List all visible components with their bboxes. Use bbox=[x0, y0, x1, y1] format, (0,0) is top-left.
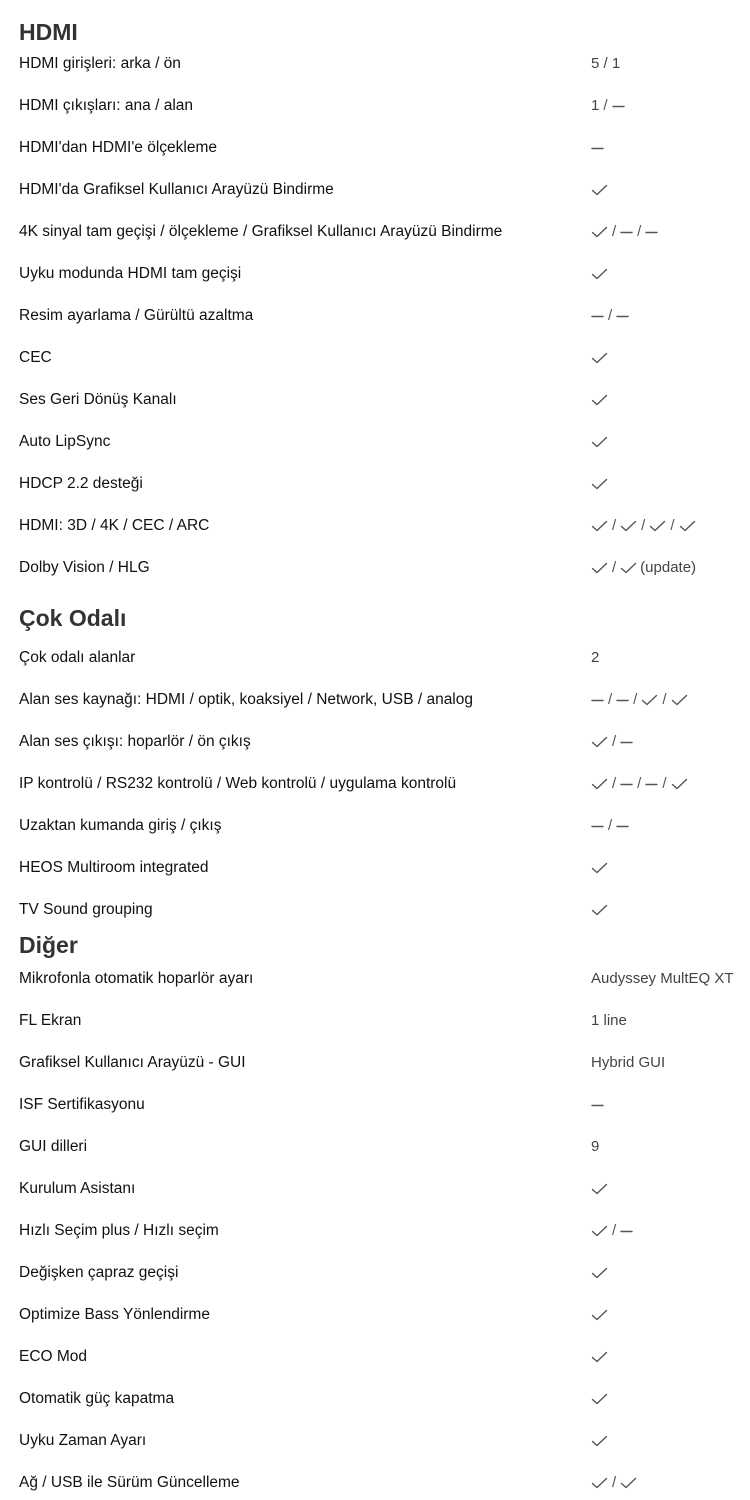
check-icon bbox=[591, 394, 608, 406]
value-text: 2 bbox=[591, 649, 600, 666]
spec-label: Mikrofonla otomatik hoparlör ayarı bbox=[19, 970, 254, 987]
spec-row bbox=[0, 305, 750, 329]
dash-icon bbox=[612, 100, 625, 112]
spec-row bbox=[0, 1220, 750, 1244]
value-separator: / bbox=[633, 691, 638, 708]
spec-row bbox=[0, 689, 750, 713]
spec-row bbox=[0, 968, 750, 992]
dash-icon bbox=[620, 736, 633, 748]
check-icon bbox=[679, 520, 696, 532]
check-icon bbox=[620, 562, 637, 574]
spec-row bbox=[0, 1388, 750, 1412]
spec-row bbox=[0, 1094, 750, 1118]
dash-icon bbox=[591, 310, 604, 322]
check-icon bbox=[591, 562, 608, 574]
spec-row bbox=[0, 1178, 750, 1202]
spec-value bbox=[591, 515, 696, 537]
value-separator: / bbox=[612, 517, 617, 534]
spec-row bbox=[0, 53, 750, 77]
check-icon bbox=[591, 478, 608, 490]
spec-row bbox=[0, 473, 750, 497]
spec-label: Alan ses çıkışı: hoparlör / ön çıkış bbox=[19, 733, 251, 750]
spec-label: Çok odalı alanlar bbox=[19, 649, 136, 666]
value-separator: / bbox=[641, 517, 646, 534]
check-icon bbox=[591, 268, 608, 280]
spec-row bbox=[0, 347, 750, 371]
spec-label: HEOS Multiroom integrated bbox=[19, 859, 209, 876]
spec-label: Alan ses kaynağı: HDMI / optik, koaksiyel / Network, USB / analog bbox=[19, 691, 473, 708]
spec-value bbox=[591, 137, 604, 159]
dash-icon bbox=[591, 1099, 604, 1111]
value-separator: / bbox=[608, 307, 613, 324]
check-icon bbox=[671, 694, 688, 706]
spec-row bbox=[0, 857, 750, 881]
check-icon bbox=[671, 778, 688, 790]
spec-value bbox=[591, 1052, 665, 1074]
spec-row bbox=[0, 1346, 750, 1370]
value-separator: / bbox=[608, 817, 613, 834]
value-separator: / bbox=[662, 775, 667, 792]
spec-label: HDMI'dan HDMI'e ölçekleme bbox=[19, 139, 218, 156]
spec-label: ISF Sertifikasyonu bbox=[19, 1096, 145, 1113]
spec-row bbox=[0, 647, 750, 671]
spec-row bbox=[0, 1472, 750, 1496]
dash-icon bbox=[620, 1225, 633, 1237]
check-icon bbox=[591, 1435, 608, 1447]
spec-value bbox=[591, 731, 633, 753]
check-icon bbox=[591, 1267, 608, 1279]
spec-value bbox=[591, 1094, 604, 1116]
spec-row bbox=[0, 557, 750, 581]
spec-row bbox=[0, 1262, 750, 1286]
spec-row bbox=[0, 263, 750, 287]
value-separator: / bbox=[603, 97, 608, 114]
value-separator: / bbox=[637, 223, 642, 240]
value-text: 1 bbox=[591, 97, 600, 114]
value-separator: / bbox=[612, 1474, 617, 1491]
spec-row bbox=[0, 815, 750, 839]
spec-value bbox=[591, 53, 620, 75]
spec-label: Hızlı Seçim plus / Hızlı seçim bbox=[19, 1222, 219, 1239]
value-text: Audyssey MultEQ XT bbox=[591, 970, 734, 987]
spec-row bbox=[0, 731, 750, 755]
check-icon bbox=[591, 862, 608, 874]
spec-value bbox=[591, 815, 629, 837]
spec-row bbox=[0, 899, 750, 923]
spec-row bbox=[0, 95, 750, 119]
spec-row bbox=[0, 431, 750, 455]
spec-value bbox=[591, 263, 608, 285]
check-icon bbox=[591, 1477, 608, 1489]
spec-value bbox=[591, 1304, 608, 1326]
check-icon bbox=[591, 352, 608, 364]
spec-value bbox=[591, 899, 608, 921]
value-separator: / bbox=[612, 559, 617, 576]
spec-value bbox=[591, 1010, 627, 1032]
section-title: HDMI bbox=[19, 19, 78, 45]
spec-value bbox=[591, 1220, 633, 1242]
spec-label: ECO Mod bbox=[19, 1348, 88, 1365]
check-icon bbox=[641, 694, 658, 706]
spec-row bbox=[0, 773, 750, 797]
dash-icon bbox=[620, 226, 633, 238]
spec-value bbox=[591, 305, 629, 327]
value-separator: / bbox=[612, 733, 617, 750]
value-separator: / bbox=[612, 1222, 617, 1239]
check-icon bbox=[591, 904, 608, 916]
spec-row bbox=[0, 389, 750, 413]
spec-label: Ses Geri Dönüş Kanalı bbox=[19, 391, 177, 408]
spec-value bbox=[591, 968, 734, 990]
section-title: Diğer bbox=[19, 932, 78, 958]
spec-row bbox=[0, 515, 750, 539]
spec-value bbox=[591, 857, 608, 879]
spec-value bbox=[591, 95, 625, 117]
spec-label: CEC bbox=[19, 349, 52, 366]
dash-icon bbox=[591, 820, 604, 832]
dash-icon bbox=[645, 226, 658, 238]
spec-label: Resim ayarlama / Gürültü azaltma bbox=[19, 307, 254, 324]
spec-row bbox=[0, 137, 750, 161]
dash-icon bbox=[591, 694, 604, 706]
check-icon bbox=[591, 736, 608, 748]
spec-label: FL Ekran bbox=[19, 1012, 82, 1029]
spec-label: 4K sinyal tam geçişi / ölçekleme / Grafiksel Kullanıcı Arayüzü Bindirme bbox=[19, 223, 503, 240]
value-separator: / bbox=[670, 517, 675, 534]
spec-value bbox=[591, 1472, 637, 1494]
check-icon bbox=[620, 520, 637, 532]
spec-row bbox=[0, 1052, 750, 1076]
spec-label: HDMI çıkışları: ana / alan bbox=[19, 97, 194, 114]
spec-value bbox=[591, 1262, 608, 1284]
section-title: Çok Odalı bbox=[19, 605, 127, 631]
spec-value bbox=[591, 431, 608, 453]
spec-value bbox=[591, 773, 688, 795]
dash-icon bbox=[616, 694, 629, 706]
spec-value bbox=[591, 347, 608, 369]
check-icon bbox=[649, 520, 666, 532]
spec-label: Uzaktan kumanda giriş / çıkış bbox=[19, 817, 222, 834]
spec-value bbox=[591, 689, 688, 711]
value-separator: / bbox=[662, 691, 667, 708]
value-separator: / bbox=[608, 691, 613, 708]
check-icon bbox=[591, 1393, 608, 1405]
spec-label: Uyku modunda HDMI tam geçişi bbox=[19, 265, 242, 282]
dash-icon bbox=[620, 778, 633, 790]
spec-label: IP kontrolü / RS232 kontrolü / Web kontrolü / uygulama kontrolü bbox=[19, 775, 457, 792]
spec-label: Kurulum Asistanı bbox=[19, 1180, 136, 1197]
value-text: (update) bbox=[640, 559, 697, 576]
spec-label: HDMI: 3D / 4K / CEC / ARC bbox=[19, 517, 210, 534]
spec-label: HDMI'da Grafiksel Kullanıcı Arayüzü Bindirme bbox=[19, 181, 334, 198]
spec-value bbox=[591, 473, 608, 495]
spec-row bbox=[0, 1010, 750, 1034]
dash-icon bbox=[616, 310, 629, 322]
spec-label: Auto LipSync bbox=[19, 433, 111, 450]
spec-value bbox=[591, 557, 696, 579]
dash-icon bbox=[645, 778, 658, 790]
check-icon bbox=[591, 520, 608, 532]
check-icon bbox=[591, 778, 608, 790]
spec-value bbox=[591, 1388, 608, 1410]
check-icon bbox=[591, 436, 608, 448]
value-separator: / bbox=[637, 775, 642, 792]
check-icon bbox=[591, 1225, 608, 1237]
value-separator: / bbox=[612, 775, 617, 792]
check-icon bbox=[620, 1477, 637, 1489]
spec-label: Ağ / USB ile Sürüm Güncelleme bbox=[19, 1474, 240, 1491]
spec-label: Uyku Zaman Ayarı bbox=[19, 1432, 147, 1449]
spec-label: Değişken çapraz geçişi bbox=[19, 1264, 179, 1281]
check-icon bbox=[591, 1309, 608, 1321]
spec-label: Grafiksel Kullanıcı Arayüzü - GUI bbox=[19, 1054, 246, 1071]
spec-label: Optimize Bass Yönlendirme bbox=[19, 1306, 210, 1323]
dash-icon bbox=[591, 142, 604, 154]
spec-label: Dolby Vision / HLG bbox=[19, 559, 150, 576]
value-text: Hybrid GUI bbox=[591, 1054, 666, 1071]
spec-row bbox=[0, 1304, 750, 1328]
check-icon bbox=[591, 1183, 608, 1195]
spec-row bbox=[0, 179, 750, 203]
spec-value bbox=[591, 1346, 608, 1368]
spec-label: HDCP 2.2 desteği bbox=[19, 475, 143, 492]
value-text: 1 line bbox=[591, 1012, 627, 1029]
spec-label: GUI dilleri bbox=[19, 1138, 88, 1155]
spec-label: TV Sound grouping bbox=[19, 901, 153, 918]
spec-label: Otomatik güç kapatma bbox=[19, 1390, 175, 1407]
spec-value bbox=[591, 221, 658, 243]
spec-value bbox=[591, 647, 599, 669]
spec-value bbox=[591, 1430, 608, 1452]
spec-value bbox=[591, 1136, 599, 1158]
spec-row bbox=[0, 221, 750, 245]
spec-row bbox=[0, 1136, 750, 1160]
value-separator: / bbox=[612, 223, 617, 240]
spec-label: HDMI girişleri: arka / ön bbox=[19, 55, 181, 72]
value-text: 5 / 1 bbox=[591, 55, 621, 72]
spec-value bbox=[591, 179, 608, 201]
spec-value bbox=[591, 389, 608, 411]
value-text: 9 bbox=[591, 1138, 600, 1155]
dash-icon bbox=[616, 820, 629, 832]
check-icon bbox=[591, 226, 608, 238]
check-icon bbox=[591, 1351, 608, 1363]
spec-value bbox=[591, 1178, 608, 1200]
spec-row bbox=[0, 1430, 750, 1454]
check-icon bbox=[591, 184, 608, 196]
